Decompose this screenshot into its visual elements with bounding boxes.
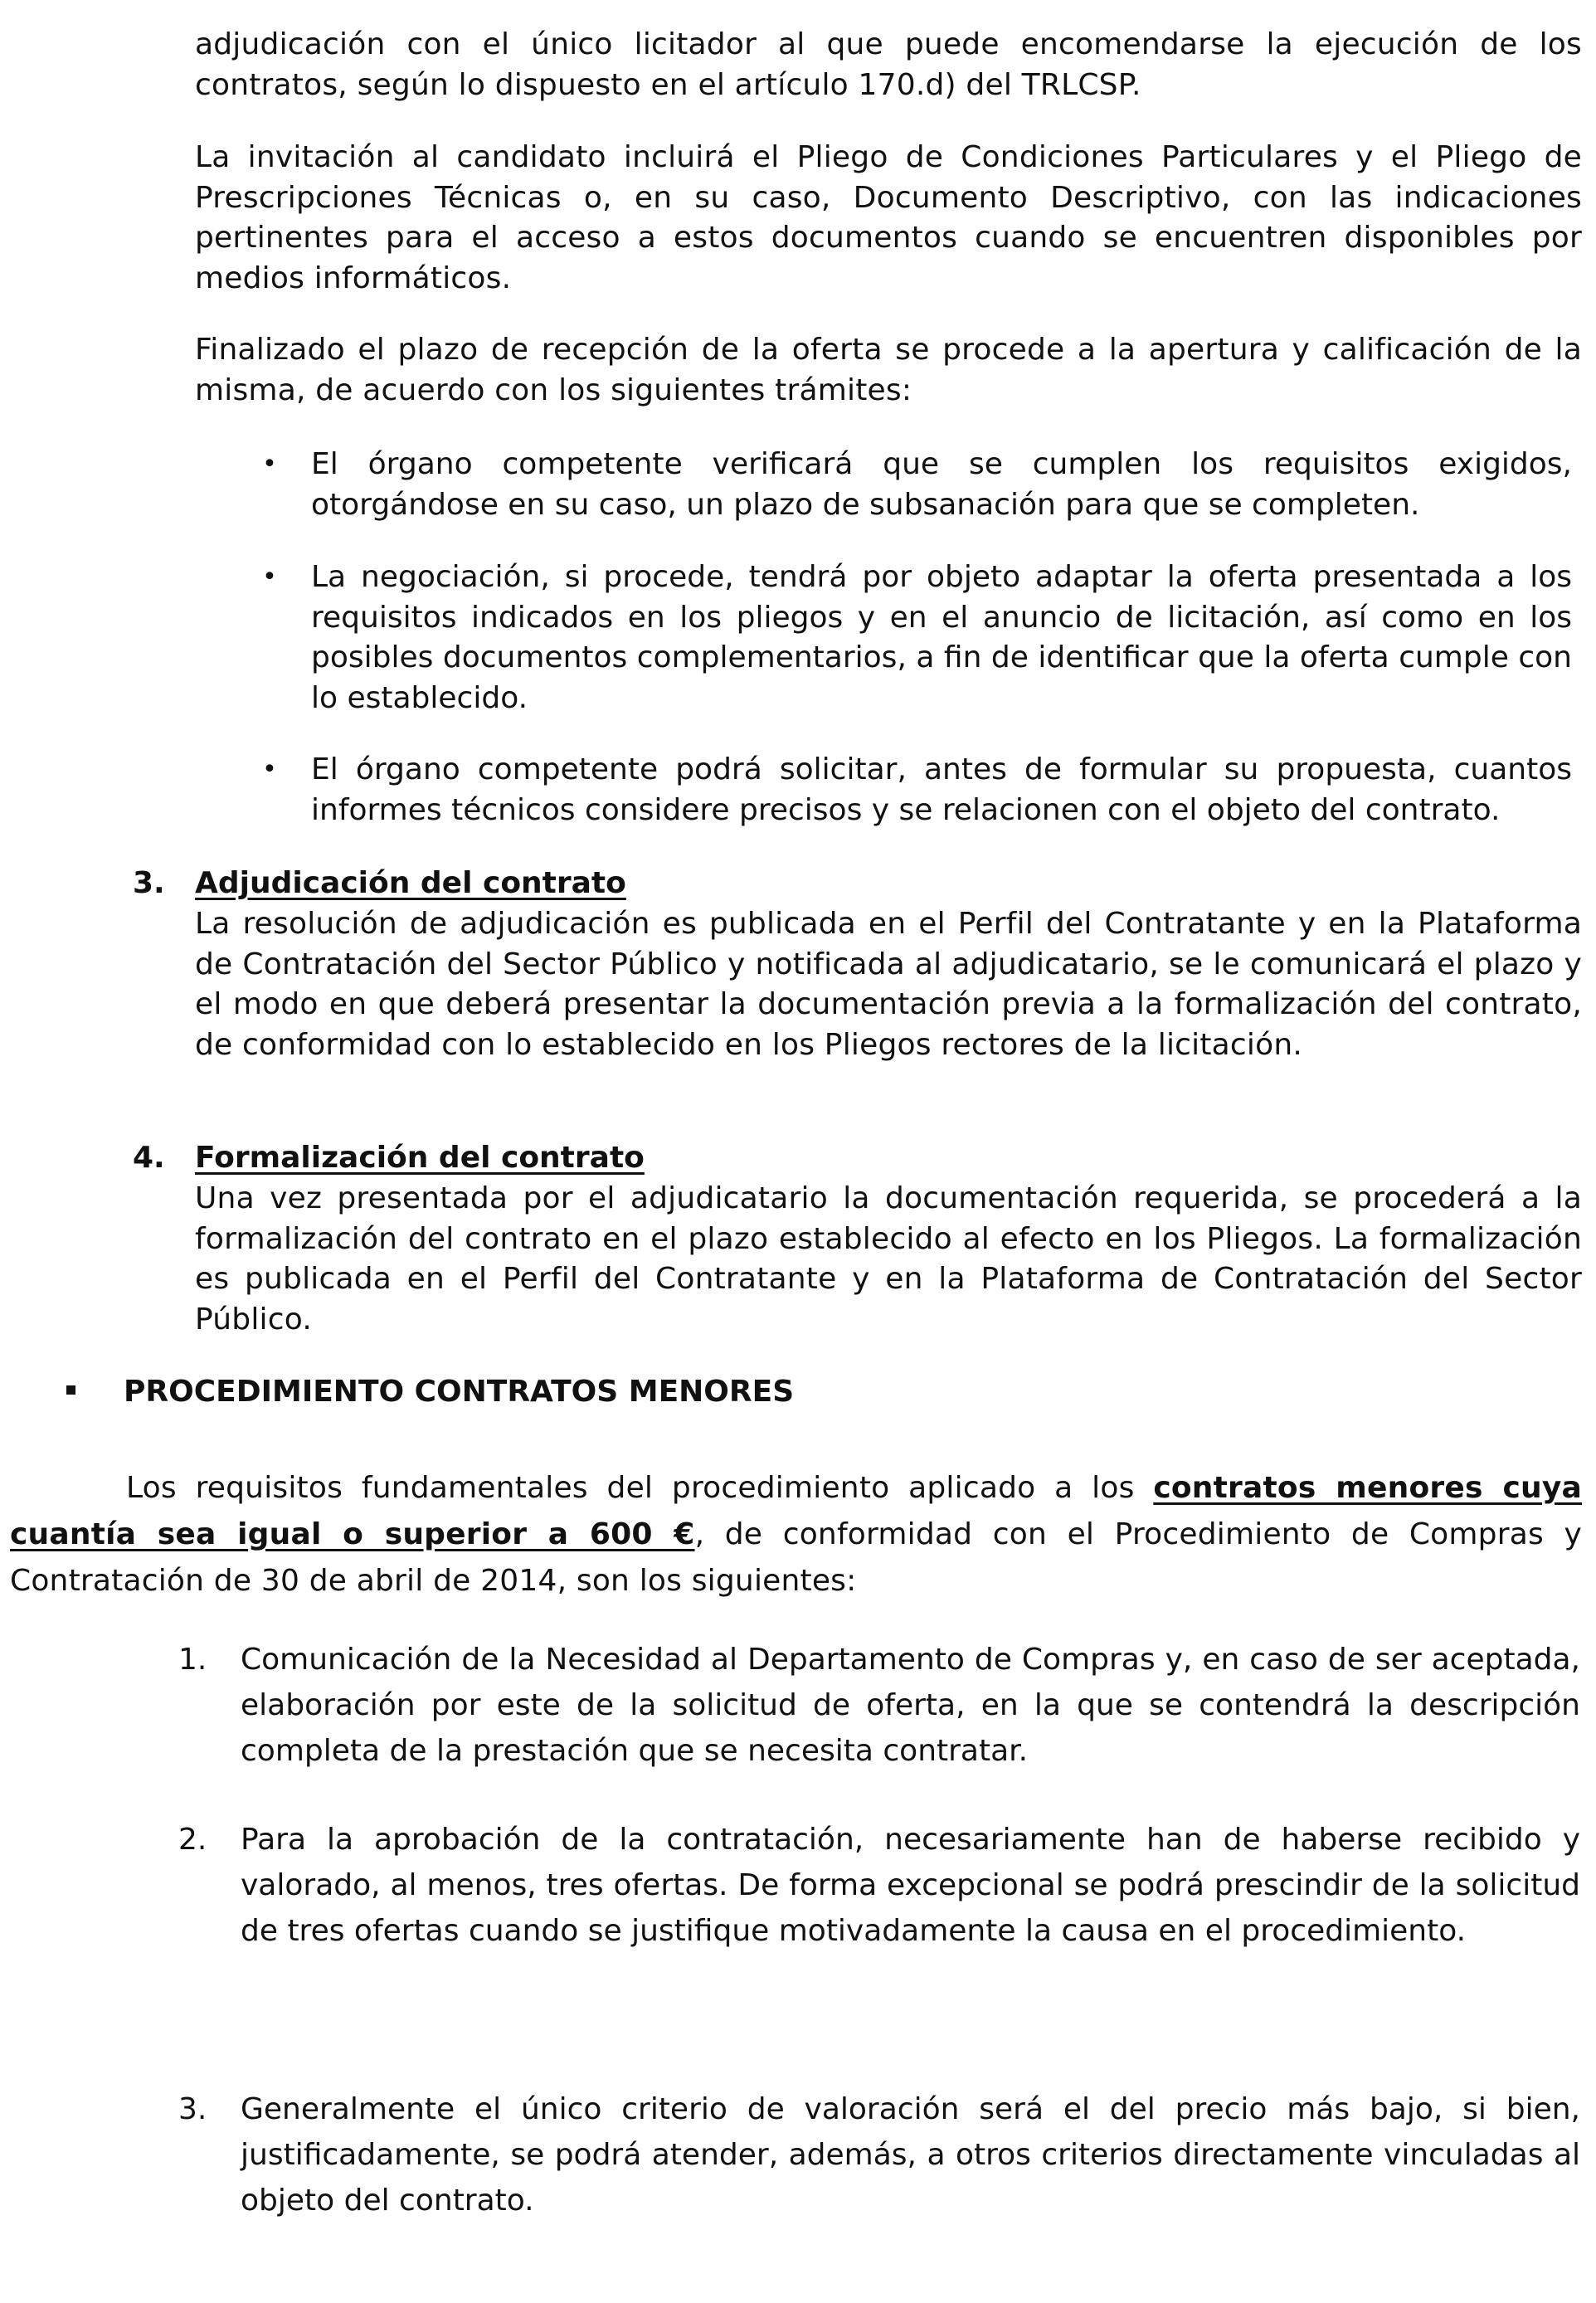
- section-title: Adjudicación del contrato: [195, 866, 626, 900]
- bullet-text: La negociación, si procede, tendrá por objeto adaptar la oferta presentada a los requisitos indicados en los pliegos y en el anuncio de licitación, así como en los posibles documentos complementarios, a fin de identificar que la oferta cumple con lo establecido.: [311, 560, 1572, 715]
- list-number: 2.: [178, 1823, 207, 1857]
- menores-intro-emphasis: contratos menores cuya cuantía sea igual o superior a 600 €: [10, 1471, 1582, 1551]
- list-text: Para la aprobación de la contratación, necesariamente han de haberse recibido y valorado, al menos, tres ofertas. De forma excepcional se podrá prescindir de la solicitud de tres ofertas cuando se justifique motivadamente la causa en el procedimiento.: [241, 1823, 1580, 1948]
- list-text: Comunicación de la Necesidad al Departamento de Compras y, en caso de ser aceptada, elaboración por este de la solicitud de oferta, en la que se contendrá la descripción completa de la prestación que se necesita contratar.: [241, 1643, 1580, 1768]
- section-number: 4.: [133, 1141, 165, 1175]
- menores-intro-tail: , de conformidad con el Procedimiento de Compras y Contratación de 30 de abril de 2014, son los siguientes:: [10, 1517, 1583, 1598]
- list-number: 1.: [178, 1643, 207, 1677]
- menores-intro: [10, 1465, 1582, 1604]
- menores-heading: [66, 1372, 794, 1413]
- section-title: Formalización del contrato: [195, 1141, 645, 1175]
- menores-heading-text: PROCEDIMIENTO CONTRATOS MENORES: [124, 1375, 795, 1409]
- list-number: 3.: [178, 2092, 207, 2126]
- paragraph-continuation: adjudicación con el único licitador al que puede encomendarse la ejecución de los contratos, según lo dispuesto en el artículo 170.d) del TRLCSP.: [195, 27, 1582, 102]
- paragraph-finalizado: Finalizado el plazo de recepción de la oferta se procede a la apertura y calificación de la misma, de acuerdo con los siguientes trámites:: [195, 333, 1582, 407]
- menores-intro-lead: Los requisitos fundamentales del procedimiento aplicado a los: [126, 1471, 1154, 1505]
- section-body-formalizacion: Una vez presentada por el adjudicatario la documentación requerida, se procederá a la formalización del contrato en el plazo establecido al efecto en los Pliegos. La formalización es publicada en el Perfil del Contratante y en la Plataforma de Contratación del Sector Público.: [195, 1181, 1582, 1337]
- paragraph-invitation: La invitación al candidato incluirá el Pliego de Condiciones Particulares y el Pliego de Prescripciones Técnicas o, en su caso, Documento Descriptivo, con las indicaciones pertinentes para el acceso a estos documentos cuando se encuentren disponibles por medios informáticos.: [195, 140, 1582, 295]
- section-body-adjudicacion: La resolución de adjudicación es publicada en el Perfil del Contratante y en la Plataforma de Contratación del Sector Público y notificada al adjudicatario, se le comunicará el plazo y el modo en que deberá presentar la documentación previa a la formalización del contrato, de conformidad con lo establecido en los Pliegos rectores de la licitación.: [195, 907, 1582, 1062]
- bullet-icon: •: [262, 755, 277, 784]
- square-bullet-icon: [66, 1385, 75, 1395]
- bullet-text: El órgano competente verificará que se cumplen los requisitos exigidos, otorgándose en su caso, un plazo de subsanación para que se completen.: [311, 447, 1572, 522]
- list-text: Generalmente el único criterio de valoración será el del precio más bajo, si bien, justificadamente, se podrá atender, además, a otros criterios directamente vinculadas al objeto del contrato.: [241, 2092, 1580, 2218]
- bullet-icon: •: [262, 562, 277, 592]
- bullet-text: El órgano competente podrá solicitar, antes de formular su propuesta, cuantos informes técnicos considere precisos y se relacionen con el objeto del contrato.: [311, 752, 1572, 827]
- section-number: 3.: [133, 866, 165, 900]
- bullet-icon: •: [262, 450, 277, 479]
